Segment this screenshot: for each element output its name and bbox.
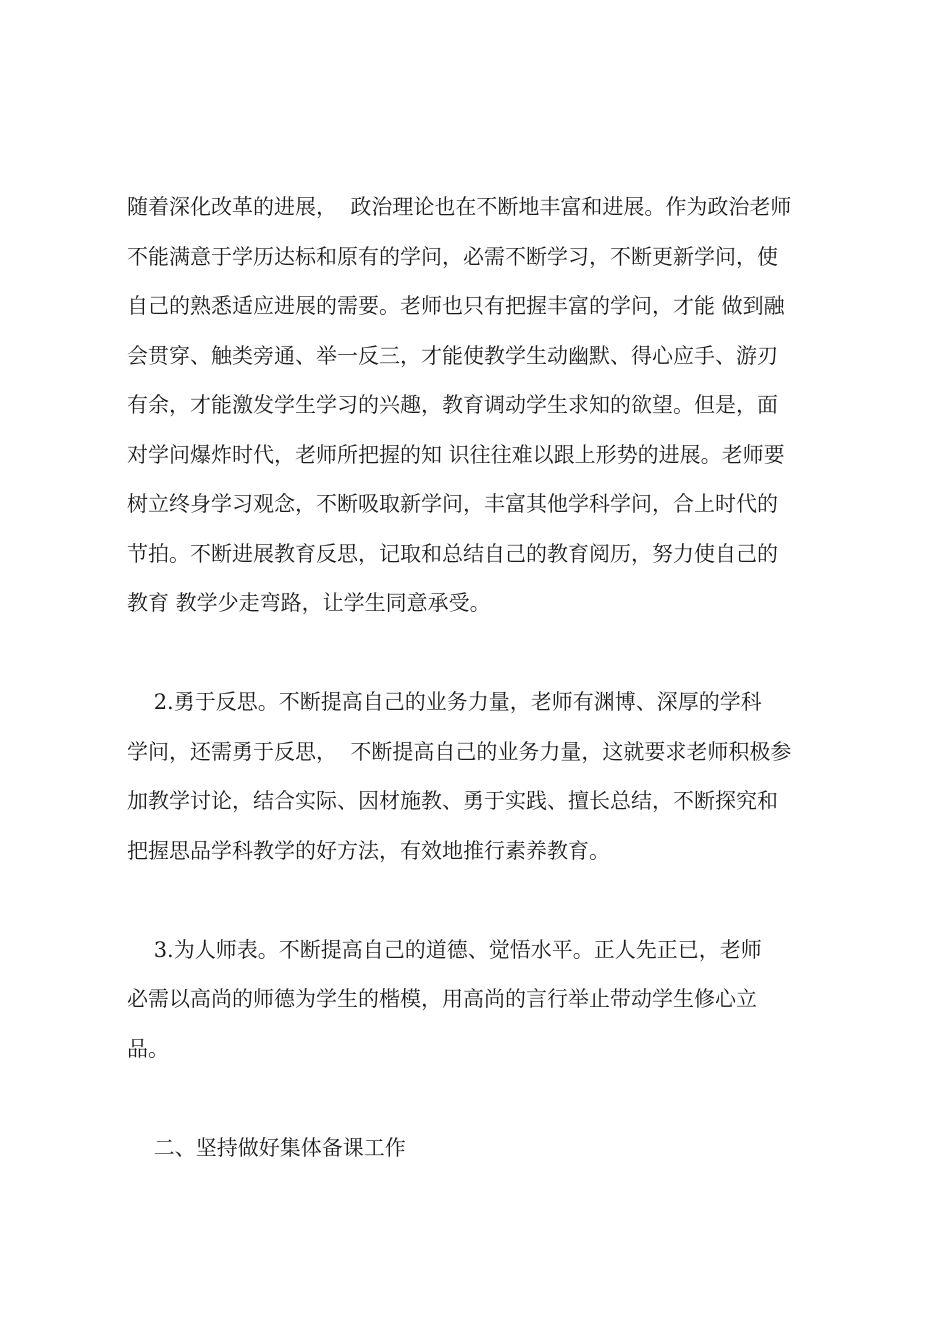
paragraph-3-line-1: 3.为人师表。不断提高自己的道德、觉悟水平。正人先正已，老师 [127, 938, 762, 962]
paragraph-1-line-4: 会贯穿、触类旁通、举一反三，才能使教学生动幽默、得心应手、游刃 [127, 344, 778, 368]
paragraph-2-line-3: 加教学讨论，结合实际、因材施教、勇于实践、擅长总结，不断探究和 [127, 789, 778, 813]
paragraph-3-line-3: 品。 [127, 1037, 169, 1061]
paragraph-2-line-1: 2.勇于反思。不断提高自己的业务力量，老师有渊博、深厚的学科 [127, 690, 762, 714]
paragraph-3-line-2: 必需以高尚的师德为学生的楷模，用高尚的言行举止带动学生修心立 [127, 987, 757, 1011]
paragraph-1-line-8: 节拍。不断进展教育反思，记取和总结自己的教育阅历，努力使自己的 [127, 542, 778, 566]
paragraph-1-line-2: 不能满意于学历达标和原有的学问，必需不断学习，不断更新学问，使 [127, 245, 778, 269]
paragraph-1-line-6: 对学问爆炸时代，老师所把握的知 识往往难以跟上形势的进展。老师要 [127, 443, 785, 467]
paragraph-1-line-7: 树立终身学习观念，不断吸取新学问，丰富其他学科学问，合上时代的 [127, 492, 778, 516]
paragraph-1-line-5: 有余，才能激发学生学习的兴趣，教育调动学生求知的欲望。但是，面 [127, 393, 778, 417]
paragraph-2-line-4: 把握思品学科教学的好方法，有效地推行素养教育。 [127, 839, 610, 863]
paragraph-1-line-9: 教育 教学少走弯路，让学生同意承受。 [127, 591, 491, 615]
section-heading: 二、坚持做好集体备课工作 [127, 1136, 406, 1160]
paragraph-2-line-2: 学问，还需勇于反思， 不断提高自己的业务力量，这就要求老师积极参 [127, 740, 792, 764]
paragraph-1-line-1: 随着深化改革的进展， 政治理论也在不断地丰富和进展。作为政治老师 [127, 195, 792, 219]
paragraph-1-line-3: 自己的熟悉适应进展的需要。老师也只有把握丰富的学问，才能 做到融 [127, 294, 785, 318]
